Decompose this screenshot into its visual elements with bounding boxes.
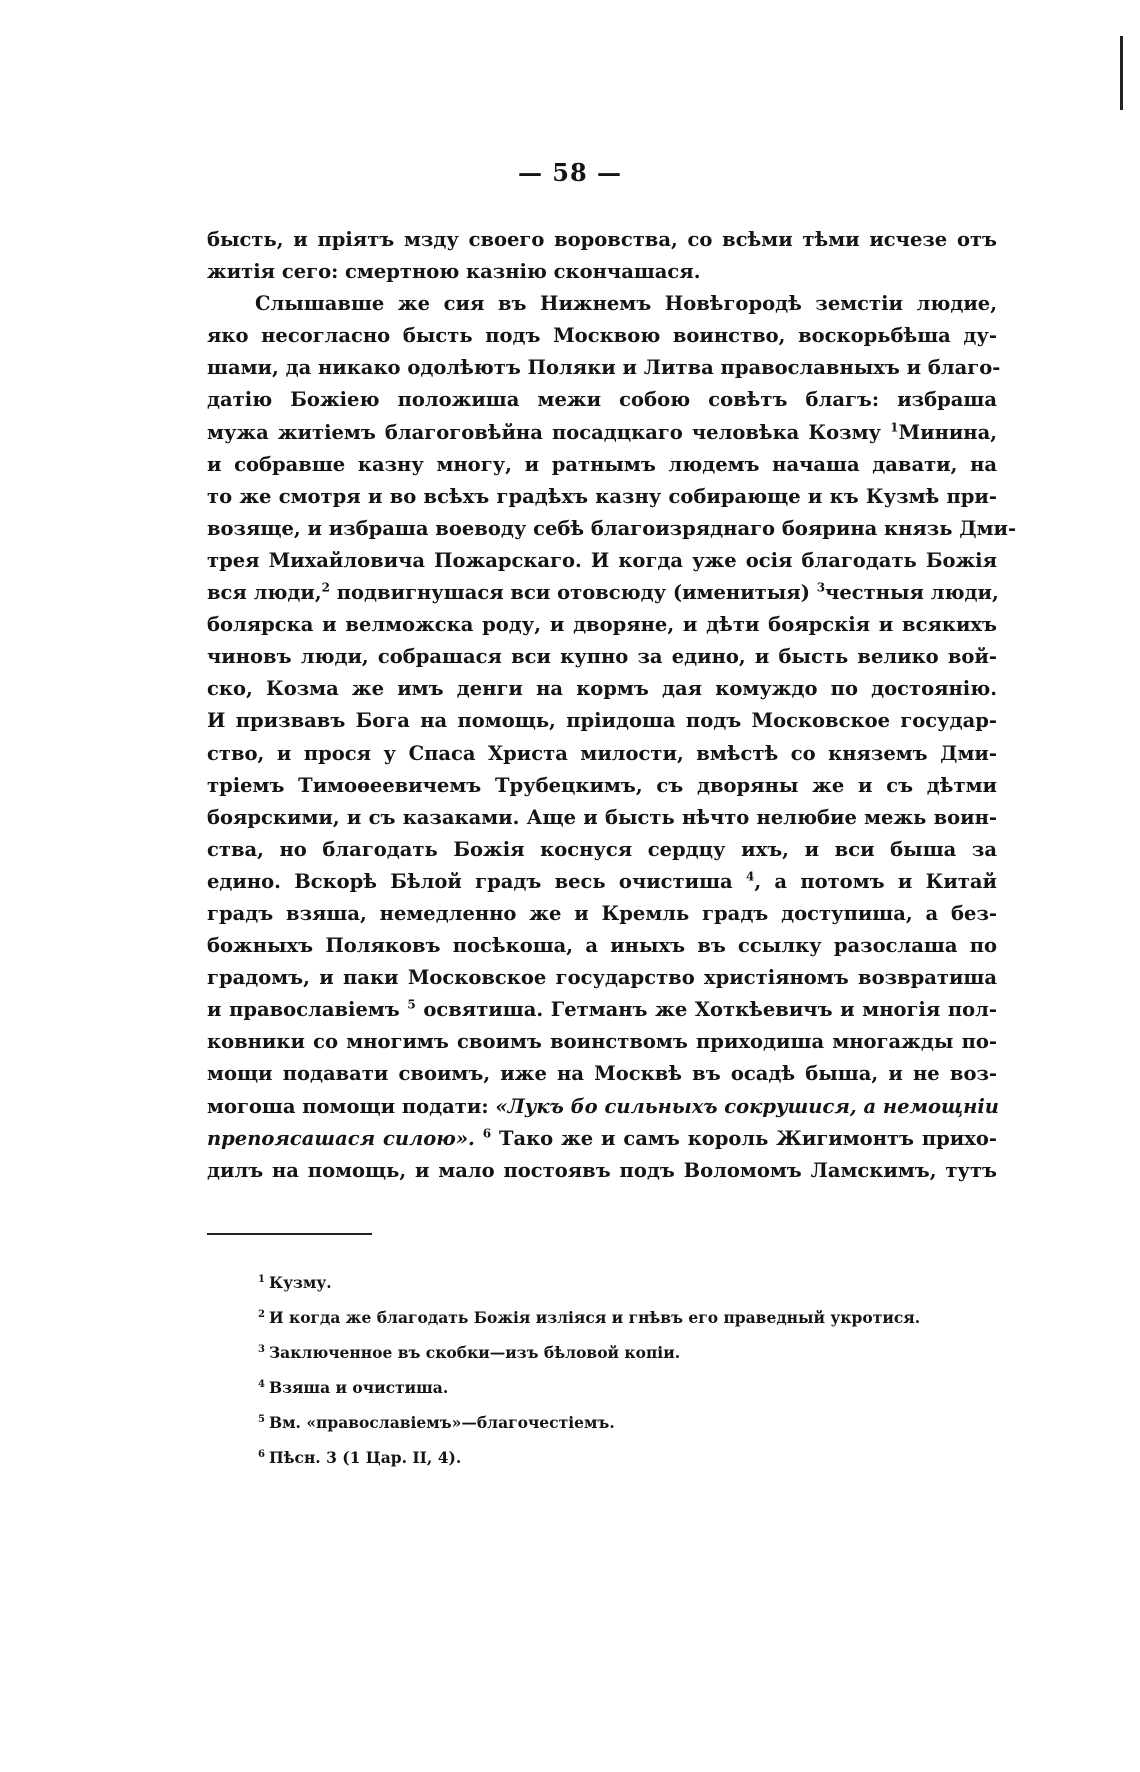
text-segment: , а потомъ и Китай	[754, 869, 997, 893]
text-line	[207, 994, 997, 1026]
text-line	[207, 577, 997, 609]
footnote-mark: 2	[258, 1308, 265, 1320]
footnote	[258, 1264, 978, 1299]
text-line: болярска и велможска роду, и дворяне, и дѣти боярскiя и всякихъ	[207, 613, 997, 637]
text-segment: Тако же и самъ король Жигимонтъ прихо-	[498, 1126, 997, 1150]
footnote	[258, 1439, 978, 1474]
footnotes	[258, 1264, 978, 1474]
text-line: шами, да никако одолѣютъ Поляки и Литва православныхъ и благо-	[207, 356, 1001, 380]
footnote-text: Заключенное въ скобки—изъ бѣловой копiи.	[268, 1343, 681, 1363]
text-line: ства, но благодать Божiя коснуся сердцу ихъ, и вси быша за	[207, 837, 997, 861]
footnote-mark: 5	[258, 1413, 265, 1425]
text-segment: честныя люди,	[825, 581, 999, 605]
text-segment: вся люди,	[207, 581, 322, 605]
text-segment: едино. Вскорѣ Бѣлой градъ весь очистиша	[207, 869, 733, 893]
text-line: житiя сего: смертною казнiю скончашася.	[207, 260, 701, 284]
text-line: И призвавъ Бога на помощь, прiидоша подъ Московское государ-	[207, 709, 997, 733]
footnote	[258, 1404, 978, 1439]
footnote	[258, 1369, 978, 1404]
footnote-ref: 3	[816, 580, 826, 595]
page-edge-mark	[1120, 36, 1123, 110]
footnote-mark: 1	[258, 1274, 265, 1285]
text-segment: и православiемъ	[207, 998, 400, 1022]
footnote-text: Пѣсн. 3 (1 Цар. II, 4).	[268, 1447, 462, 1467]
text-line: Слышавше же сия въ Нижнемъ Новѣгородѣ земстiи людие,	[255, 292, 997, 316]
text-line: бысть, и прiятъ мзду своего воровства, со всѣми тѣми исчезе отъ	[207, 228, 997, 251]
text-line: градъ взяша, немедленно же и Кремль градъ доступиша, а без-	[207, 901, 997, 925]
text-line: трея Михайловича Пожарскаго. И когда уже осiя благодать Божiя	[207, 548, 997, 572]
text-segment: могоша помощи подати:	[207, 1094, 489, 1118]
text-line: чиновъ люди, собрашася вси купно за едино, и бысть велико вой-	[207, 645, 997, 669]
text-line: яко несогласно бысть подъ Москвою воинство, воскорьбѣша ду-	[207, 324, 997, 348]
footnote-text: Кузму.	[268, 1273, 332, 1293]
text-line: ско, Козма же имъ денги на кормъ дая комуждо по достоянiю.	[207, 677, 997, 701]
footnote-text: Вм. «православiемъ»—благочестiемъ.	[268, 1412, 615, 1432]
text-line: возяще, и избраша воеводу себѣ благоизряднаго боярина князь Дми-	[207, 516, 1017, 540]
footnote	[258, 1334, 978, 1369]
page-number: — 58 —	[517, 158, 623, 187]
text-line: божныхъ Поляковъ посѣкоша, а иныхъ въ ссылку разослаша по	[207, 934, 997, 958]
text-line: градомъ, и паки Московское государство христiяномъ возвратиша	[207, 966, 997, 990]
text-line	[207, 417, 997, 449]
text-line	[207, 1091, 997, 1123]
text-segment: Минина,	[898, 420, 997, 444]
footnote-ref: 4	[745, 869, 755, 884]
footnote	[258, 1299, 978, 1334]
footnote-divider	[207, 1233, 372, 1235]
footnote-ref: 2	[321, 580, 330, 595]
footnote-ref: 1	[890, 420, 899, 435]
footnote-mark: 4	[258, 1378, 265, 1390]
footnote-text: Взяша и очистиша.	[268, 1378, 449, 1398]
text-line	[207, 866, 997, 898]
text-line: боярскими, и съ казаками. Аще и бысть нѣчто нелюбие межь воин-	[207, 805, 997, 829]
scripture-quote: «Лукъ бо сильныхъ сокрушися, а немощнiи	[495, 1094, 999, 1118]
footnote-ref: 6	[482, 1126, 492, 1141]
text-line: ковники со многимъ своимъ воинствомъ приходиша многажды по-	[207, 1030, 997, 1054]
text-line: ство, и прося у Спаса Христа милости, вмѣстѣ со княземъ Дми-	[207, 741, 997, 765]
text-line: то же смотря и во всѣхъ градѣхъ казну собирающе и къ Кузмѣ при-	[207, 484, 997, 508]
text-segment: освятиша. Гетманъ же Хоткѣевичъ и многiя пол-	[423, 998, 997, 1022]
footnote-ref: 5	[407, 997, 416, 1012]
footnote-mark: 6	[258, 1448, 265, 1460]
scripture-quote: препоясашася силою».	[207, 1126, 475, 1150]
body-text	[207, 224, 1017, 1187]
text-line: трiемъ Тимоѳеевичемъ Трубецкимъ, съ дворяны же и съ дѣтми	[207, 773, 997, 797]
text-segment: подвигнушася вси отовсюду (именитыя)	[336, 581, 810, 605]
text-line	[207, 1123, 997, 1155]
text-line: датiю Божiею положиша межи собою совѣтъ благъ: избраша	[207, 388, 997, 412]
footnote-mark: 3	[258, 1343, 265, 1355]
text-line: дилъ на помощь, и мало постоявъ подъ Воломомъ Ламскимъ, тутъ	[207, 1158, 997, 1182]
text-line: и собравше казну многу, и ратнымъ людемъ начаша давати, на	[207, 452, 997, 476]
text-segment: мужа житiемъ благоговѣйна посадцкаго человѣка Козму	[207, 420, 882, 444]
text-line: мощи подавати своимъ, иже на Москвѣ въ осадѣ быша, и не воз-	[207, 1062, 997, 1086]
footnote-text: И когда же благодать Божiя излiяся и гнѣвъ его праведный укротися.	[268, 1308, 921, 1328]
